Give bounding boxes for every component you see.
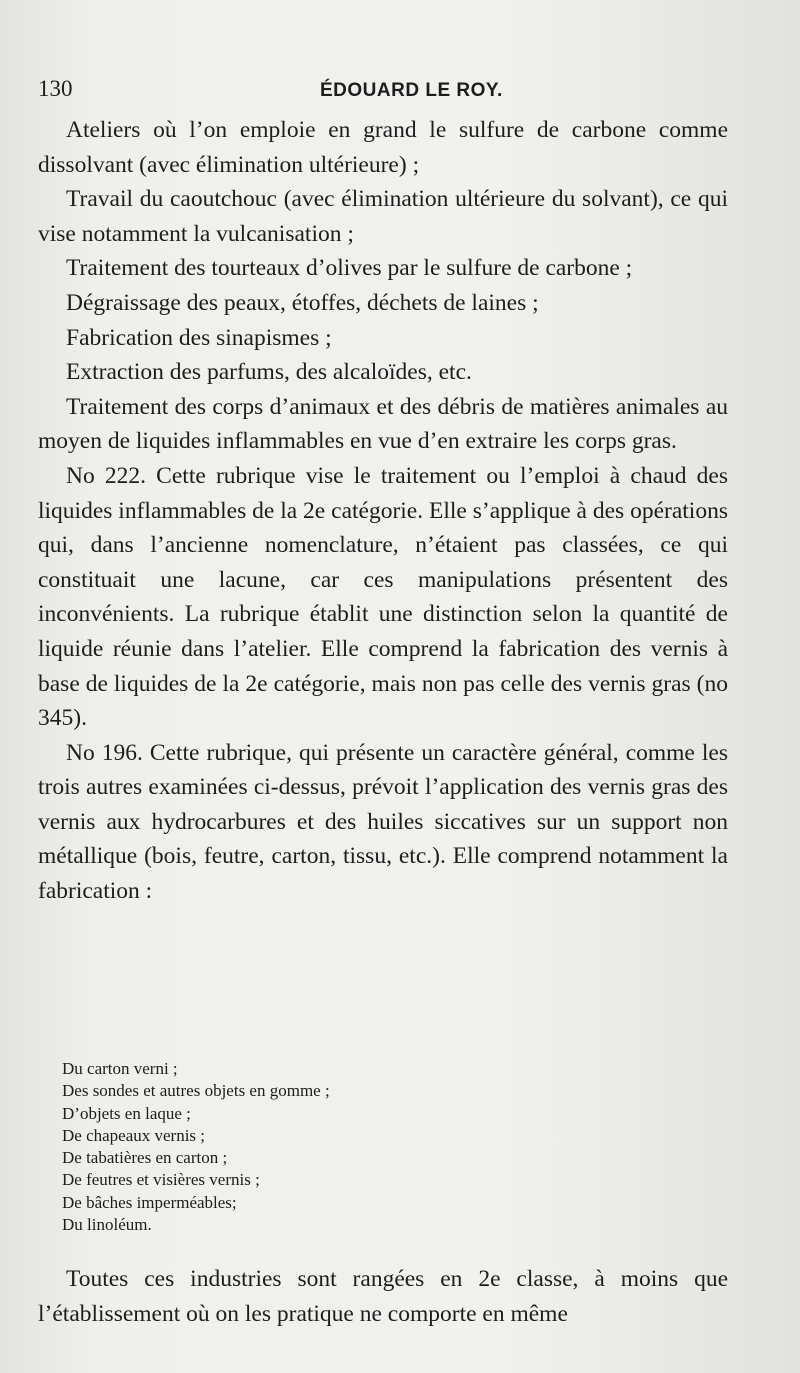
paragraph: Traitement des corps d’animaux et des débris de matières animales au moyen de liquides inflammables en vue d’en extraire les corps gras.: [38, 393, 728, 455]
list-item: De feutres et visières vernis ;: [62, 1170, 260, 1190]
fabrication-list: [62, 1058, 562, 1236]
paragraph: Extraction des parfums, des alcaloïdes, etc.: [66, 359, 472, 386]
paragraph-no-196: No 196. Cette rubrique, qui présente un caractère général, comme les trois autres examinées ci-dessus, prévoit l’application des vernis gras des vernis aux hydrocarbures et des huiles siccatives sur un support non métallique (bois, feutre, carton, tissu, etc.). Elle comprend notamment la fabrication :: [38, 739, 728, 905]
running-head: ÉDOUARD LE ROY.: [320, 80, 503, 101]
page-number: 130: [38, 76, 73, 101]
closing-paragraph: Toutes ces industries sont rangées en 2e classe, à moins que l’établissement où on les pratique ne comporte en même: [38, 1266, 728, 1327]
paragraph: Fabrication des sinapismes ;: [66, 324, 332, 351]
list-item: Des sondes et autres objets en gomme ;: [62, 1081, 330, 1101]
list-item: De tabatières en carton ;: [62, 1148, 228, 1168]
paragraph-no-222: No 222. Cette rubrique vise le traitement ou l’emploi à chaud des liquides inflammables de la 2e catégorie. Elle s’applique à des opérations qui, dans l’ancienne nomenclature, n’étaient pas classées, ce qui constituait une lacune, car ces manipulations présentent des inconvénients. La rubrique établit une distinction selon la quantité de liquide réunie dans l’atelier. Elle comprend la fabrication des vernis à base de liquides de la 2e catégorie, mais non pas celle des vernis gras (no 345).: [38, 462, 728, 732]
paragraph: Traitement des tourteaux d’olives par le sulfure de carbone ;: [66, 255, 633, 282]
main-text: [38, 113, 728, 909]
paragraph: Dégraissage des peaux, étoffes, déchets de laines ;: [66, 289, 539, 316]
paragraph: Ateliers où l’on emploie en grand le sulfure de carbone comme dissolvant (avec élimination ultérieure) ;: [38, 117, 728, 178]
closing-text: [38, 1262, 728, 1331]
list-item: D’objets en laque ;: [62, 1103, 191, 1123]
list-item: Du linoléum.: [62, 1215, 152, 1235]
list-item: Du carton verni ;: [62, 1059, 178, 1078]
list-item: De chapeaux vernis ;: [62, 1125, 206, 1145]
paragraph: Travail du caoutchouc (avec élimination ultérieure du solvant), ce qui vise notamment la vulcanisation ;: [38, 186, 728, 247]
list-item: De bâches imperméables;: [62, 1192, 237, 1212]
page-header: [38, 76, 758, 106]
